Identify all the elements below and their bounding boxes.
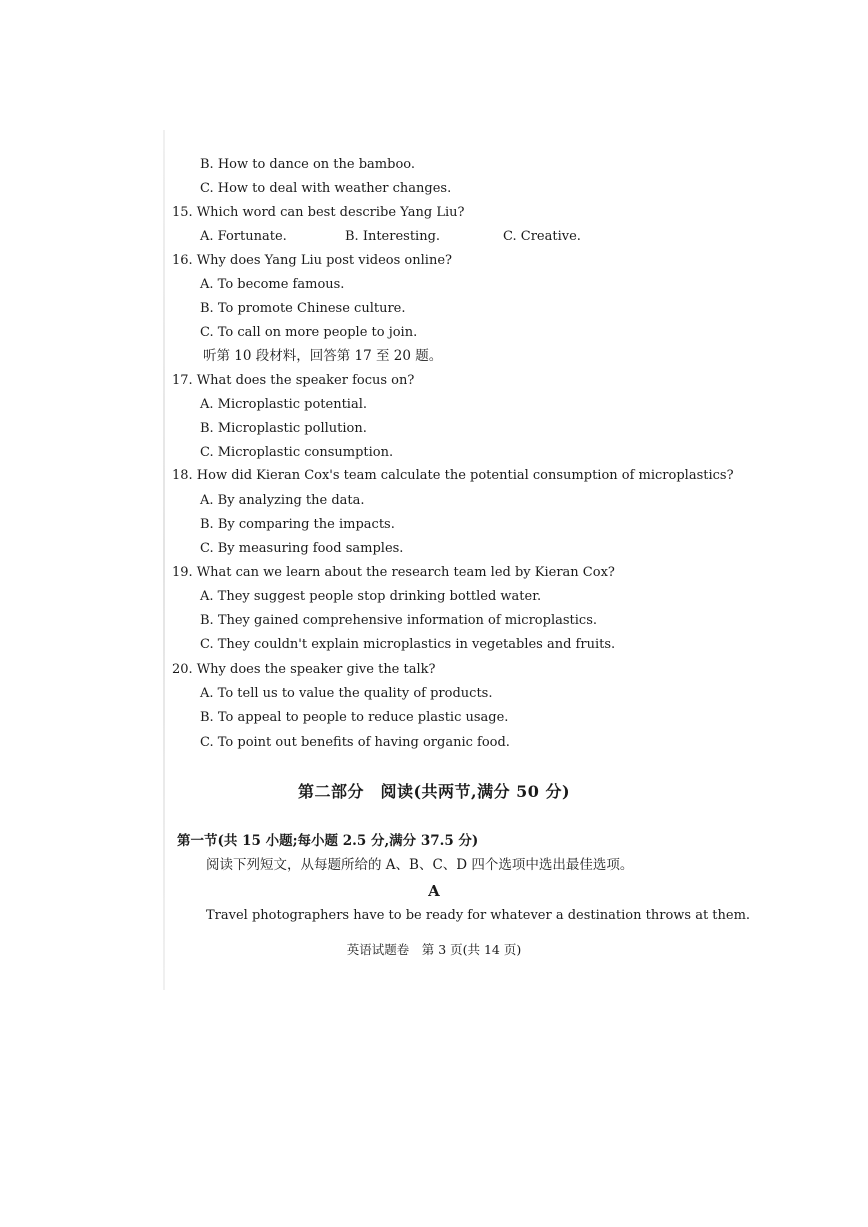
q20-stem: 20. Why does the speaker give the talk?: [172, 662, 436, 677]
q20-option-a: A. To tell us to value the quality of products.: [200, 686, 493, 701]
section-one-title: 第一节(共 15 小题;每小题 2.5 分,满分 37.5 分): [177, 833, 479, 849]
q15-option-c: C. Creative.: [503, 229, 581, 244]
q18-option-a: A. By analyzing the data.: [200, 493, 365, 508]
q20-option-c: C. To point out benefits of having organic food.: [200, 735, 510, 750]
q18-option-b: B. By comparing the impacts.: [200, 517, 395, 532]
q14-option-c: C. How to deal with weather changes.: [200, 181, 452, 196]
q17-option-c: C. Microplastic consumption.: [200, 445, 394, 460]
reading-instruction: 阅读下列短文，从每题所给的 A、B、C、D 四个选项中选出最佳选项。: [206, 857, 634, 873]
q16-option-c: C. To call on more people to join.: [200, 325, 418, 340]
q18-stem: 18. How did Kieran Cox's team calculate the potential consumption of microplastics?: [172, 468, 734, 483]
scan-edge-shadow: [163, 130, 165, 990]
q16-option-b: B. To promote Chinese culture.: [200, 301, 406, 316]
q16-option-a: A. To become famous.: [200, 277, 345, 292]
q19-option-a: A. They suggest people stop drinking bottled water.: [200, 589, 542, 604]
q15-option-a: A. Fortunate.: [200, 229, 287, 244]
q15-stem: 15. Which word can best describe Yang Liu?: [172, 205, 465, 220]
q19-option-b: B. They gained comprehensive information of microplastics.: [200, 613, 598, 628]
q15-option-b: B. Interesting.: [345, 229, 441, 244]
passage-letter: A: [428, 882, 440, 900]
q16-stem: 16. Why does Yang Liu post videos online?: [172, 253, 452, 268]
q18-option-c: C. By measuring food samples.: [200, 541, 404, 556]
passage-first-line: Travel photographers have to be ready for whatever a destination throws at them.: [206, 908, 751, 923]
q17-option-b: B. Microplastic pollution.: [200, 421, 367, 436]
q17-option-a: A. Microplastic potential.: [200, 397, 368, 412]
q14-option-b: B. How to dance on the bamboo.: [200, 157, 416, 172]
q19-option-c: C. They couldn't explain microplastics in vegetables and fruits.: [200, 637, 616, 652]
part-two-title: 第二部分 阅读(共两节,满分 50 分): [297, 782, 571, 801]
q19-stem: 19. What can we learn about the research team led by Kieran Cox?: [172, 565, 615, 580]
q20-option-b: B. To appeal to people to reduce plastic usage.: [200, 710, 509, 725]
page-footer: 英语试题卷 第 3 页(共 14 页): [346, 942, 522, 957]
listening-instruction: 听第 10 段材料，回答第 17 至 20 题。: [203, 348, 443, 364]
q17-stem: 17. What does the speaker focus on?: [172, 373, 415, 388]
